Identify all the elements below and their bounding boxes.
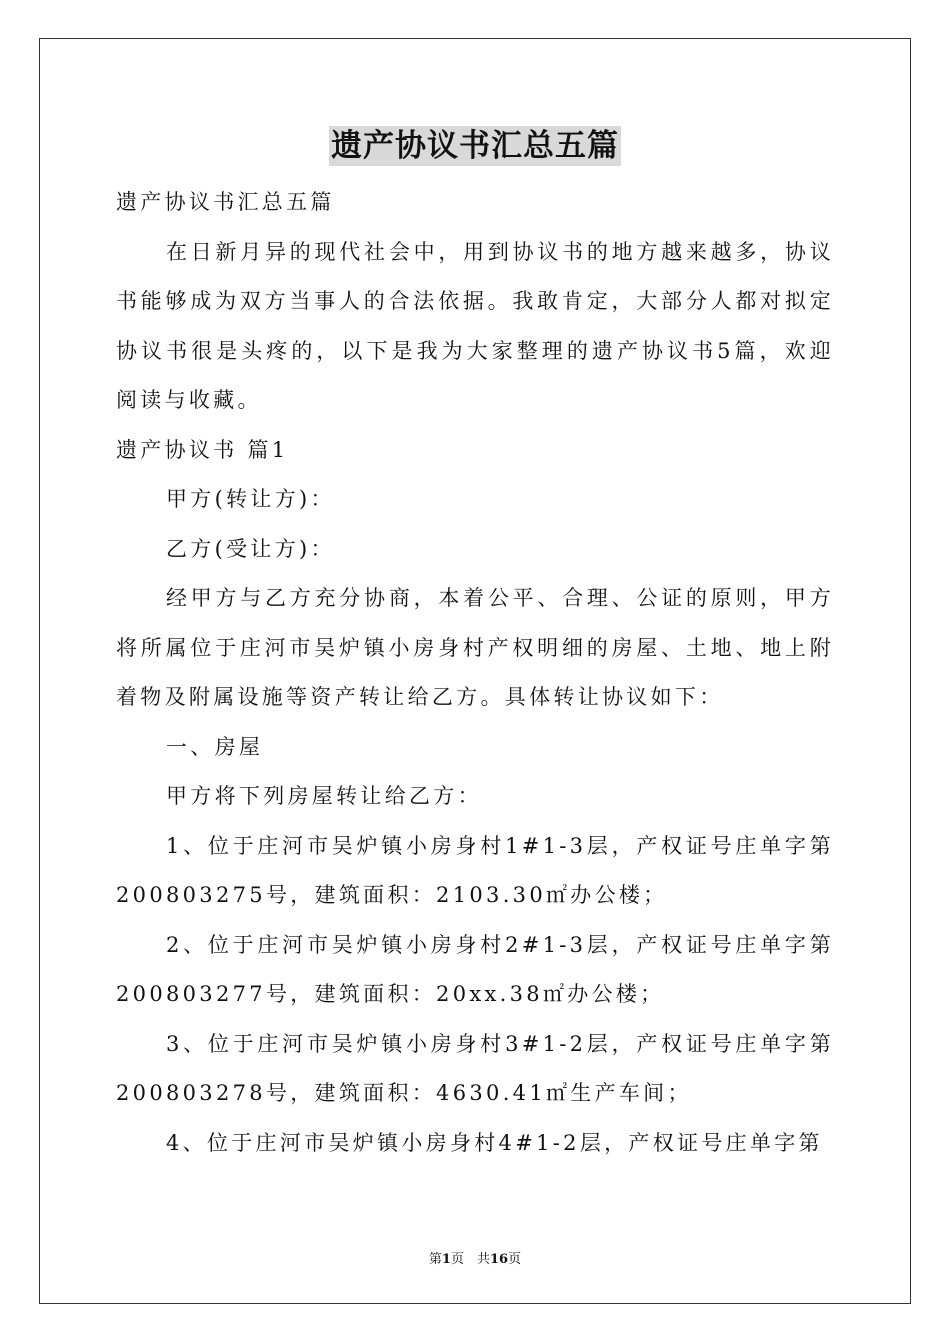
title-wrap xyxy=(0,126,950,166)
paragraph: 1、位于庄河市吴炉镇小房身村1#1-3层，产权证号庄单字第200803275号，建筑面积：2103.30㎡办公楼； xyxy=(116,833,834,907)
footer-total-pages: 16 xyxy=(489,1252,509,1267)
page-footer xyxy=(0,1248,950,1267)
document-title: 遗产协议书汇总五篇 xyxy=(331,128,619,164)
footer-mid: 页 共 xyxy=(450,1252,490,1267)
paragraph: 遗产协议书 篇1 xyxy=(116,437,289,462)
paragraph: 甲方将下列房屋转让给乙方： xyxy=(166,784,482,808)
paragraph: 3、位于庄河市吴炉镇小房身村3#1-2层，产权证号庄单字第200803278号，建筑面积：4630.41㎡生产车间； xyxy=(116,1031,834,1105)
paragraph: 4、位于庄河市吴炉镇小房身村4#1-2层，产权证号庄单字第 xyxy=(166,1130,823,1155)
footer-page-number: 1 xyxy=(441,1252,451,1267)
document-body xyxy=(116,178,834,1168)
paragraph: 2、位于庄河市吴炉镇小房身村2#1-3层，产权证号庄单字第200803277号，建筑面积：20xx.38㎡办公楼； xyxy=(116,932,834,1006)
footer-suffix: 页 xyxy=(508,1252,522,1267)
paragraph: 经甲方与乙方充分协商，本着公平、合理、公证的原则，甲方将所属位于庄河市吴炉镇小房身村产权明细的房屋、土地、地上附着物及附属设施等资产转让给乙方。具体转让协议如下： xyxy=(116,586,834,709)
paragraph: 遗产协议书汇总五篇 xyxy=(116,190,335,214)
footer-prefix: 第 xyxy=(428,1252,442,1267)
paragraph: 甲方(转让方)： xyxy=(166,487,335,511)
paragraph: 一、房屋 xyxy=(166,734,264,759)
paragraph: 在日新月异的现代社会中，用到协议书的地方越来越多，协议书能够成为双方当事人的合法依据。我敢肯定，大部分人都对拟定协议书很是头疼的，以下是我为大家整理的遗产协议书5篇，欢迎阅读与收藏。 xyxy=(116,239,834,412)
paragraph: 乙方(受让方)： xyxy=(166,536,335,561)
